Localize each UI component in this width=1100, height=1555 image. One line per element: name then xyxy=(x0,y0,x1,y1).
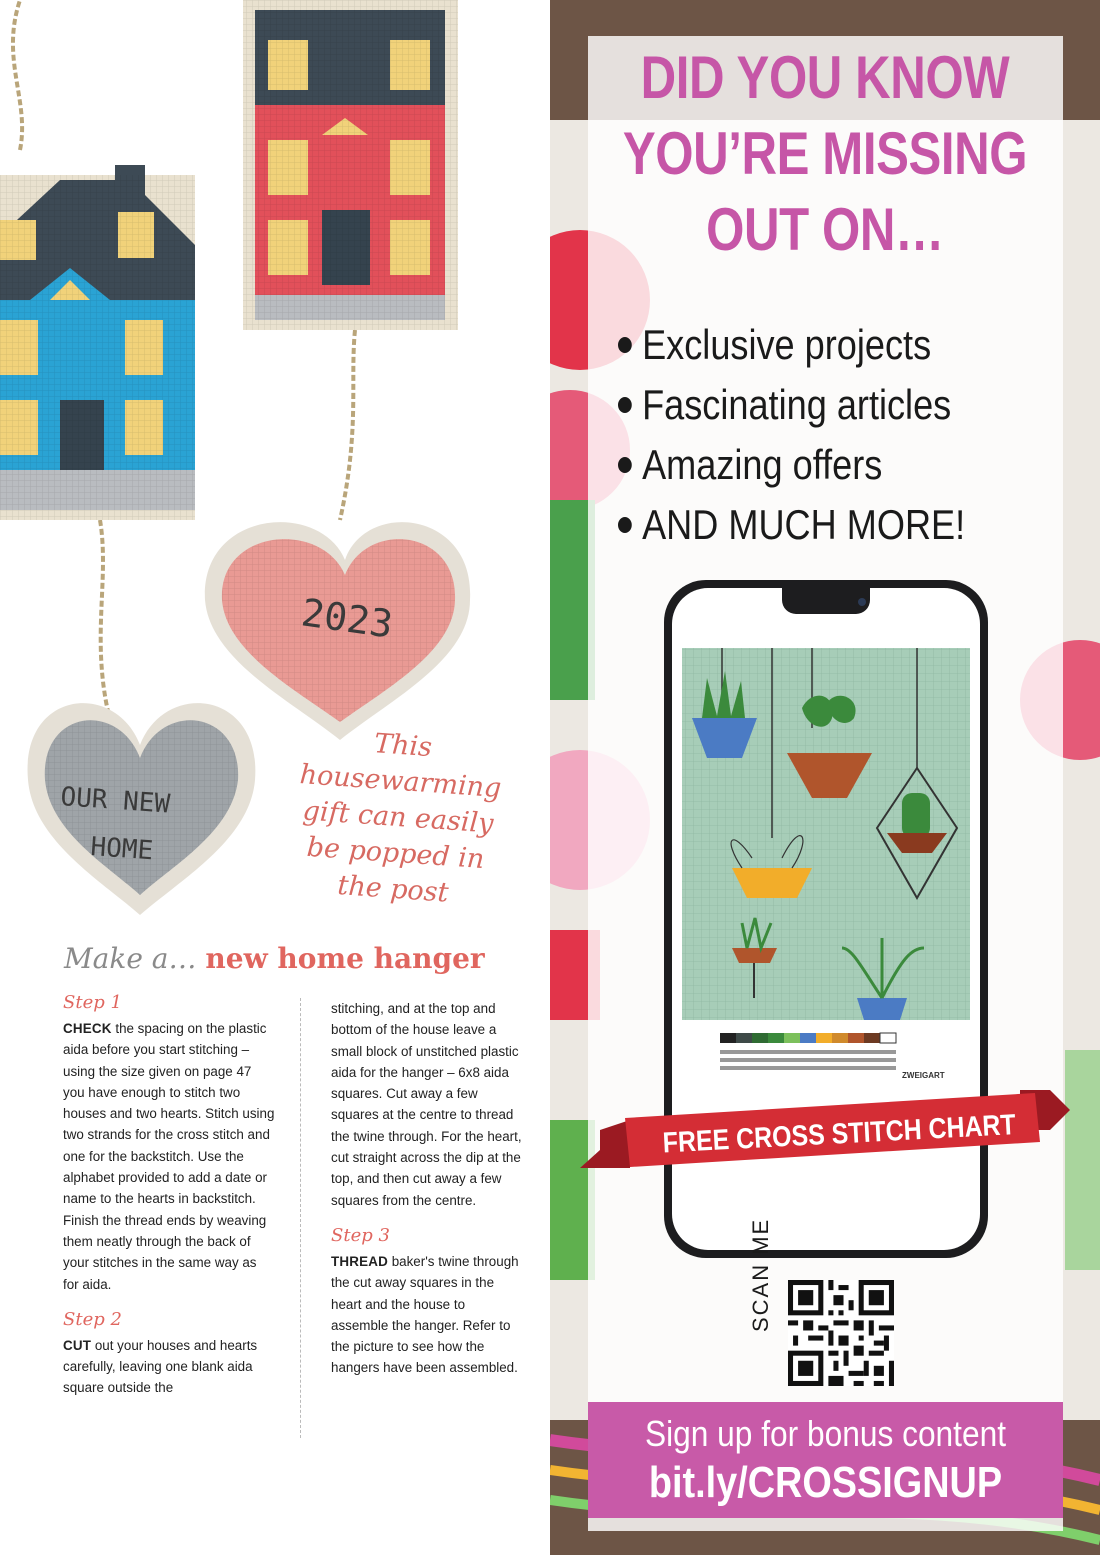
heart-date: 2023 xyxy=(298,590,396,647)
step-2-text: CUT out your houses and hearts carefully, leaving one blank aida square outside the xyxy=(63,1337,258,1396)
step-3-text: THREAD baker's twine through the cut away squares in the heart and the house to assemble the hanger. Refer to the picture to see how the hangers have been assembled. xyxy=(331,1253,519,1376)
heading-prefix: Make a… xyxy=(64,942,197,975)
grey-heart xyxy=(28,703,256,915)
benefit-item: AND MUCH MORE! xyxy=(618,495,996,555)
blue-house xyxy=(0,165,195,520)
step-3-title: Step 3 xyxy=(331,1224,390,1246)
bullet-icon xyxy=(618,337,632,353)
zweigart-logo: ZWEIGART xyxy=(902,1071,945,1080)
red-house xyxy=(243,0,458,330)
benefits-list xyxy=(618,315,1058,555)
twine xyxy=(13,0,22,150)
signup-link[interactable]: bit.ly/CROSSIGNUP xyxy=(648,1458,1003,1507)
column-divider xyxy=(300,998,301,1438)
right-page xyxy=(550,0,1100,1555)
step-1-title: Step 1 xyxy=(63,992,122,1013)
instructions-column-1 xyxy=(63,990,275,1411)
pink-heart xyxy=(205,522,470,740)
signup-line: Sign up for bonus content xyxy=(644,1413,1007,1454)
photo-caption: This housewarming gift can easily be popped in the post xyxy=(298,728,503,909)
instructions-column-2 xyxy=(331,998,523,1391)
benefit-item: Fascinating articles xyxy=(618,375,996,435)
promo-headline: DID YOU KNOW YOU’RE MISSING OUT ON… xyxy=(622,44,1028,263)
step-2-title: Step 2 xyxy=(63,1308,122,1330)
twine xyxy=(100,520,110,720)
bullet-icon xyxy=(618,517,632,533)
ribbon-label: FREE CROSS STITCH CHART xyxy=(661,1109,1017,1160)
twine xyxy=(340,330,355,520)
step-2-continued: stitching, and at the top and bottom of the house leave a small block of unstitched plastic aida for the hanger – 6x8 aida squares. Cut away a few squares at the centre to thread the twine through. For the heart, cut straight across the dip at the top, and then cut away a few squares from the centre. xyxy=(331,1001,522,1208)
step-1-text: CHECK the spacing on the plastic aida before you start stitching – using the size given on page 47 you have enough to stitch two houses and two hearts. Stitch using two strands for the cross stitch and one for the backstitch. Use the alphabet provided to add a date or name to the hearts in backstitch. Finish the thread ends by weaving them neatly through the back of your stitches in the same way as for aida. xyxy=(63,1021,275,1292)
svg-text:HOME: HOME xyxy=(89,832,155,867)
signup-banner[interactable] xyxy=(588,1402,1063,1518)
scan-me-label: SCAN ME xyxy=(748,1217,773,1332)
benefit-item: Amazing offers xyxy=(618,435,996,495)
svg-text:OUR NEW: OUR NEW xyxy=(59,782,171,820)
bullet-icon xyxy=(618,457,632,473)
heading-title: new home hanger xyxy=(205,942,485,975)
benefit-item: Exclusive projects xyxy=(618,315,996,375)
instructions-heading xyxy=(64,942,485,975)
qr-code[interactable] xyxy=(788,1280,894,1386)
bullet-icon xyxy=(618,397,632,413)
